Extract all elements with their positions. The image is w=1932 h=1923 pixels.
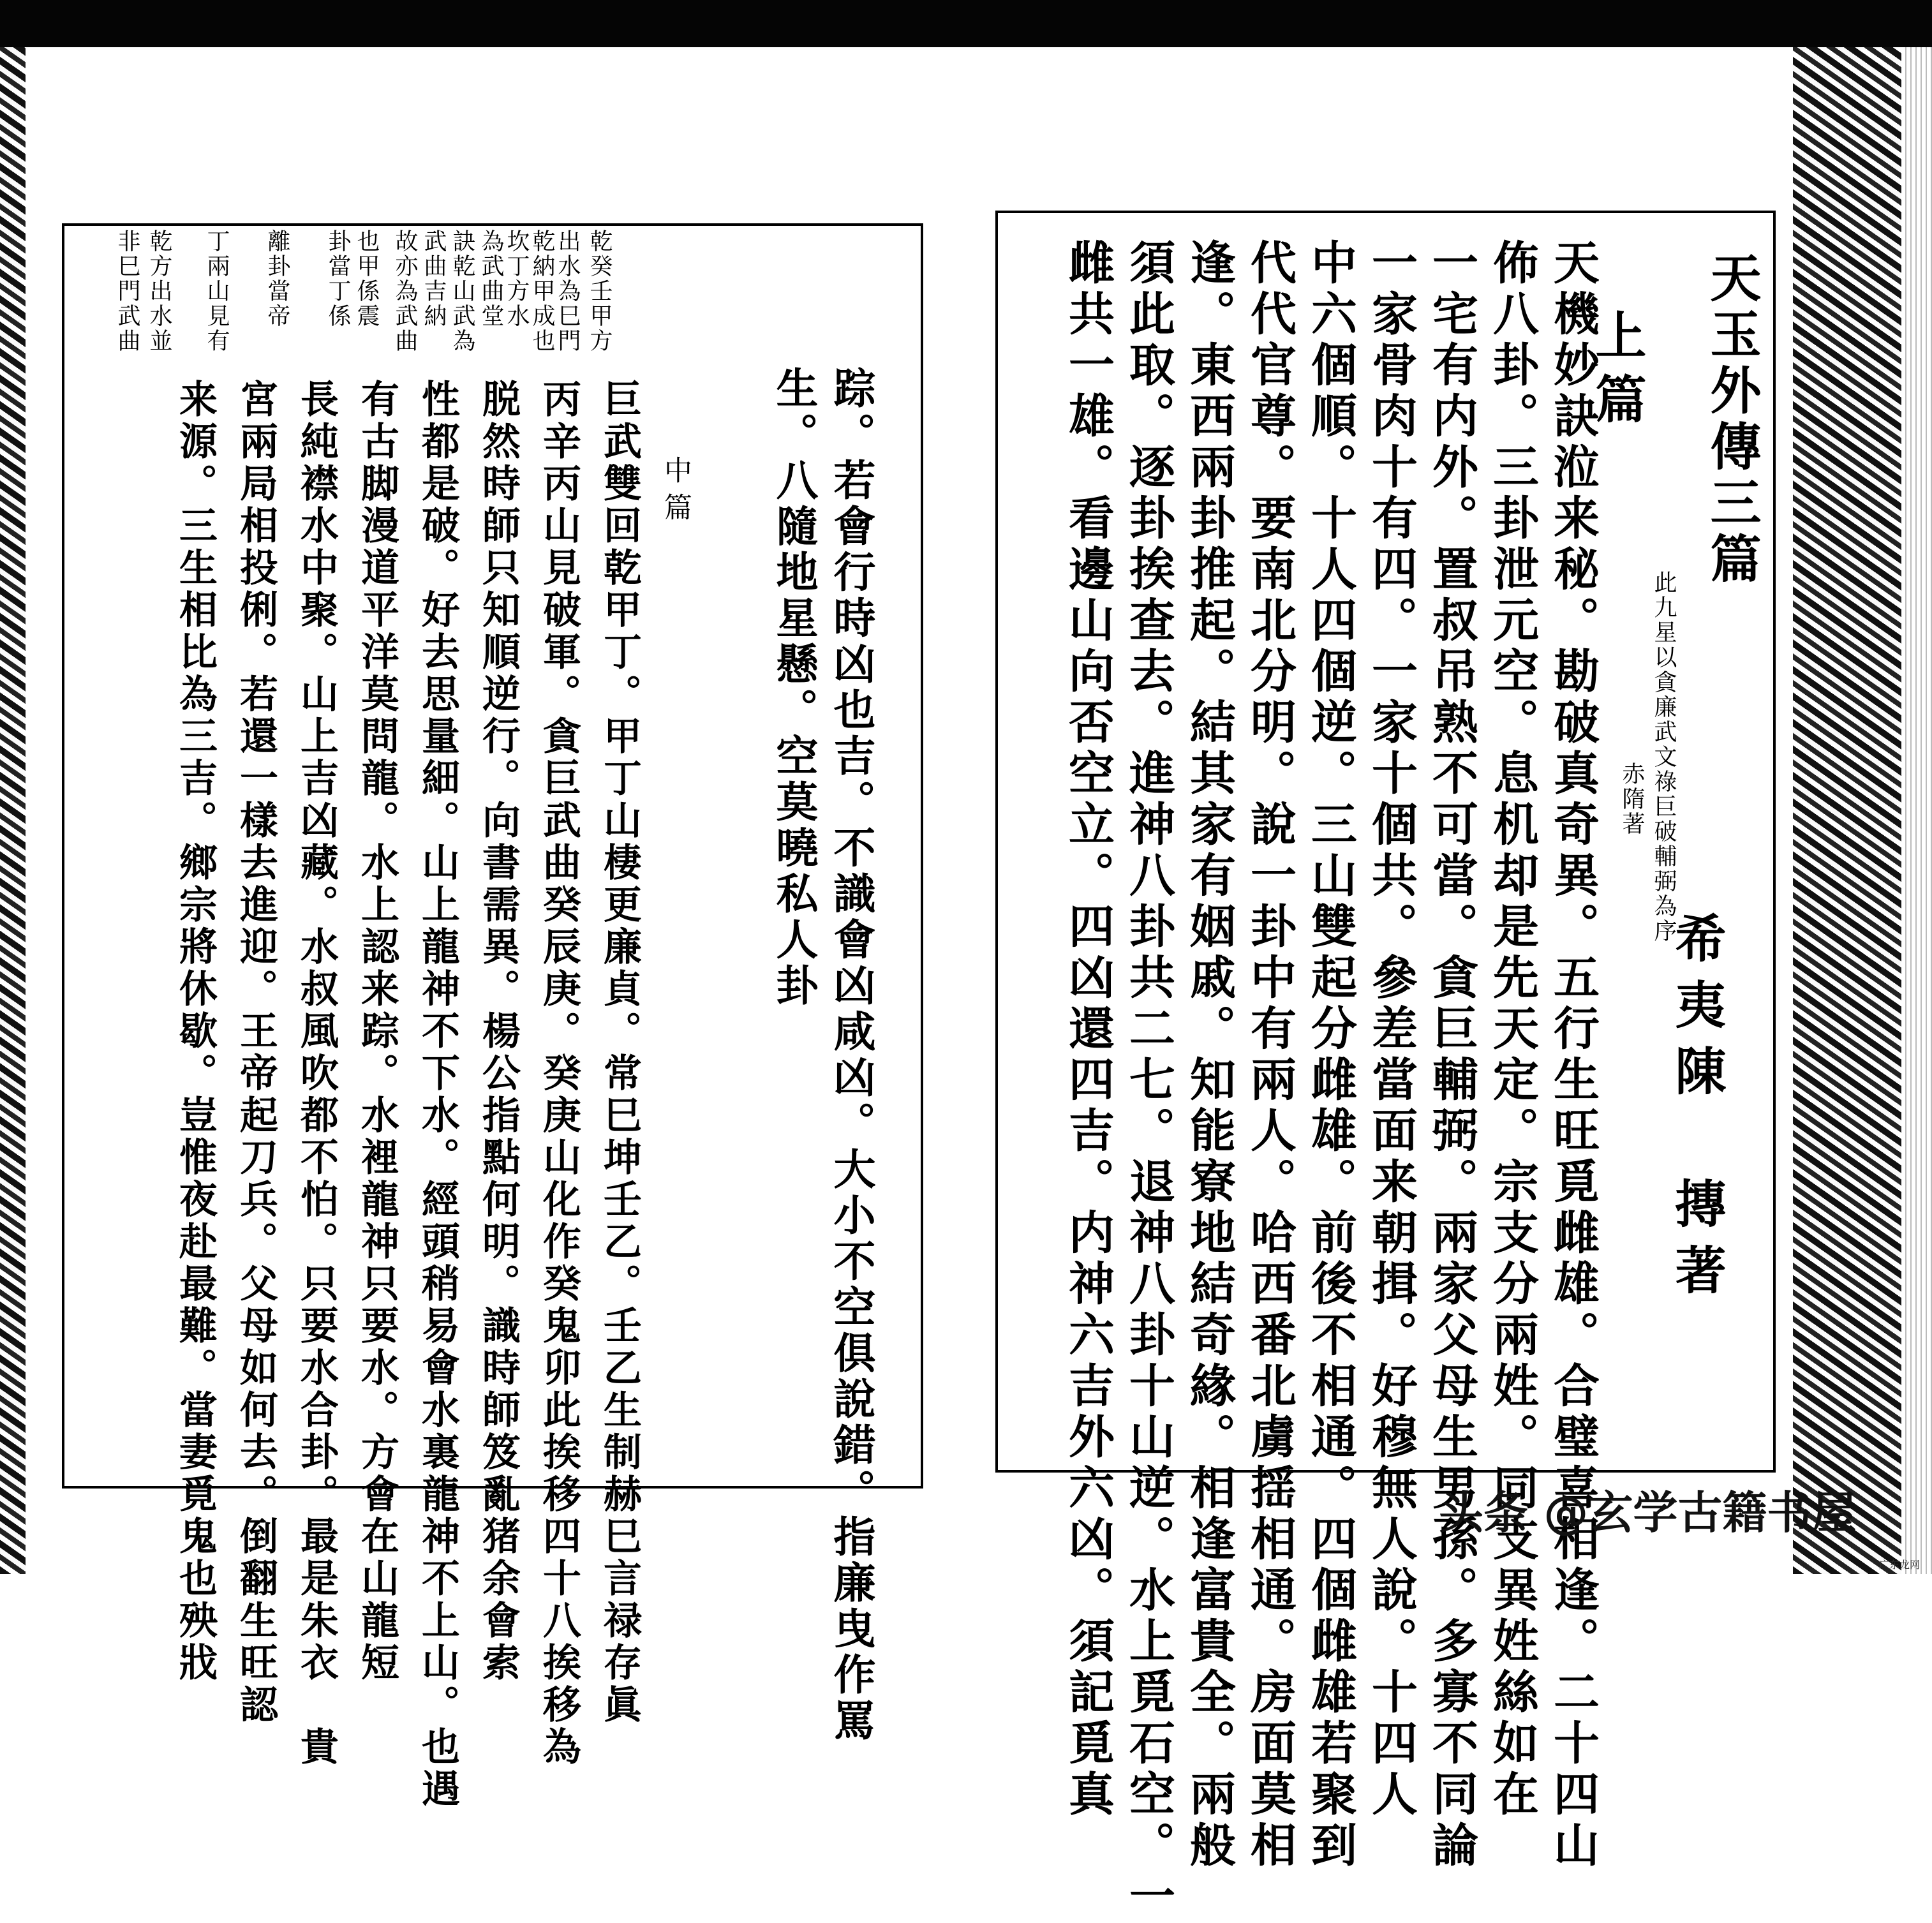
section-heading: 中篇: [659, 456, 692, 530]
annotation-note: 乾方出水並: [146, 229, 172, 353]
annotation-note: 出水為巳門: [554, 229, 581, 353]
annotation-note: 也甲係震: [353, 229, 380, 329]
left-page-frame: [62, 223, 923, 1811]
annotation-note: 乾納甲成也: [529, 229, 555, 353]
text-column: 踪。若會行時凶也吉。不識會凶咸凶。大小不空俱說錯。指廉曳作罵: [826, 366, 876, 1744]
page-stack-edge: [1901, 47, 1932, 1574]
annotation-note: 故亦為武曲: [392, 229, 418, 353]
text-column: 脱然時師只知順逆行。向書需異。楊公指點何明。識時師笈亂猪余會索: [476, 379, 521, 1684]
annotation-note: 為武曲堂: [478, 229, 504, 329]
text-column: 有古脚漫道平洋莫問龍。水上認来踪。水裡龍神只要水。方會在山龍短: [355, 379, 399, 1684]
annotation-note: 坎丁方水: [503, 229, 530, 329]
text-column: 巨武雙回乾甲丁。甲丁山棲更廉貞。常巳坤壬乙。壬乙生制赫巳言禄存眞: [597, 379, 642, 1726]
annotation-note: 乾癸壬甲方: [586, 229, 613, 353]
text-column: 性都是破。好去思量細。山上龍神不下水。經頭稍易會水裏龍神不上山。也遇: [415, 379, 460, 1811]
left-book-edge: [0, 47, 26, 1574]
text-column: 一家骨肉十有四。一家十個共。參差當面来朝揖。好穆無人說。十四人: [1364, 239, 1418, 1821]
corner-mark: 广东龙网: [1879, 1559, 1921, 1571]
annotation-note: 訣乾山武為: [449, 229, 475, 353]
annotation-note: 非巳門武曲: [114, 229, 140, 353]
preface-author: 赤隋著: [1619, 762, 1645, 836]
text-column: 宮兩局相投俐。若還一樣去進迎。王帝起刀兵。父母如何去。倒翻生旺認: [234, 379, 278, 1726]
annotation-note: 武曲吉納: [420, 229, 447, 329]
text-column: 佈八卦。三卦泄元空。息机却是先天定。宗支分兩姓。同支異姓絲如在: [1485, 239, 1540, 1821]
top-scan-border: [0, 0, 1932, 47]
text-column: 須此取。逐卦挨查去。進神八卦共二七。退神八卦十山逆。水上覓石空。一: [1122, 239, 1176, 1923]
right-book-edge: [1793, 47, 1901, 1574]
text-column: 中六個順。十人四個逆。三山雙起分雌雄。前後不相通。四個雌雄若聚到: [1304, 239, 1358, 1872]
text-column: 丙辛丙山見破軍。貪巨武曲癸辰庚。癸庚山化作癸鬼卯此挨移四十八挨移為: [537, 379, 581, 1769]
text-column: 代代官尊。要南北分明。說一卦中有兩人。哈西番北虜揺相通。房面莫相: [1243, 239, 1297, 1872]
annotation-note: 卦當丁係: [325, 229, 351, 329]
annotation-note: 離卦當帝: [264, 229, 290, 329]
text-column: 逢。東西兩卦推起。結其家有姻戚。知能寮地結奇緣。相逢富貴全。兩般: [1182, 239, 1237, 1872]
author-line: 希夷陳 摶著: [1667, 912, 1727, 1310]
text-column: 雌共一雄。看邊山向否空立。四凶還四吉。内神六吉外六凶。須記覓真: [1061, 239, 1115, 1821]
text-column: 一宅有内外。置叔吊熟不可當。貪巨輔弼。兩家父母生男孫。多寡不同論: [1425, 239, 1479, 1872]
section-heading: 上篇: [1587, 309, 1647, 436]
text-column: 長純襟水中聚。山上吉凶藏。水叔風吹都不怕。只要水合卦。最是朱衣 貴: [294, 379, 339, 1769]
text-column: 天機妙訣涖来秘。勘破真奇異。五行生旺覓雌雄。合璧喜相逢。二十四山: [1546, 239, 1600, 1872]
book-title: 天玉外傳三篇: [1702, 251, 1762, 588]
preface-note: 此九星以貪廉武文祿巨破輔弼為序: [1651, 570, 1677, 944]
annotation-note: 丁兩山見有: [204, 229, 230, 353]
text-column: 生。八隨地星懸。空莫曉私人卦: [769, 366, 819, 1009]
watermark-text: 头条 @玄学古籍书屋: [1439, 1487, 1857, 1539]
text-column: 来源。三生相比為三吉。鄉宗將休歇。豈惟夜赴最難。當妻覓鬼也殃戕: [173, 379, 218, 1684]
